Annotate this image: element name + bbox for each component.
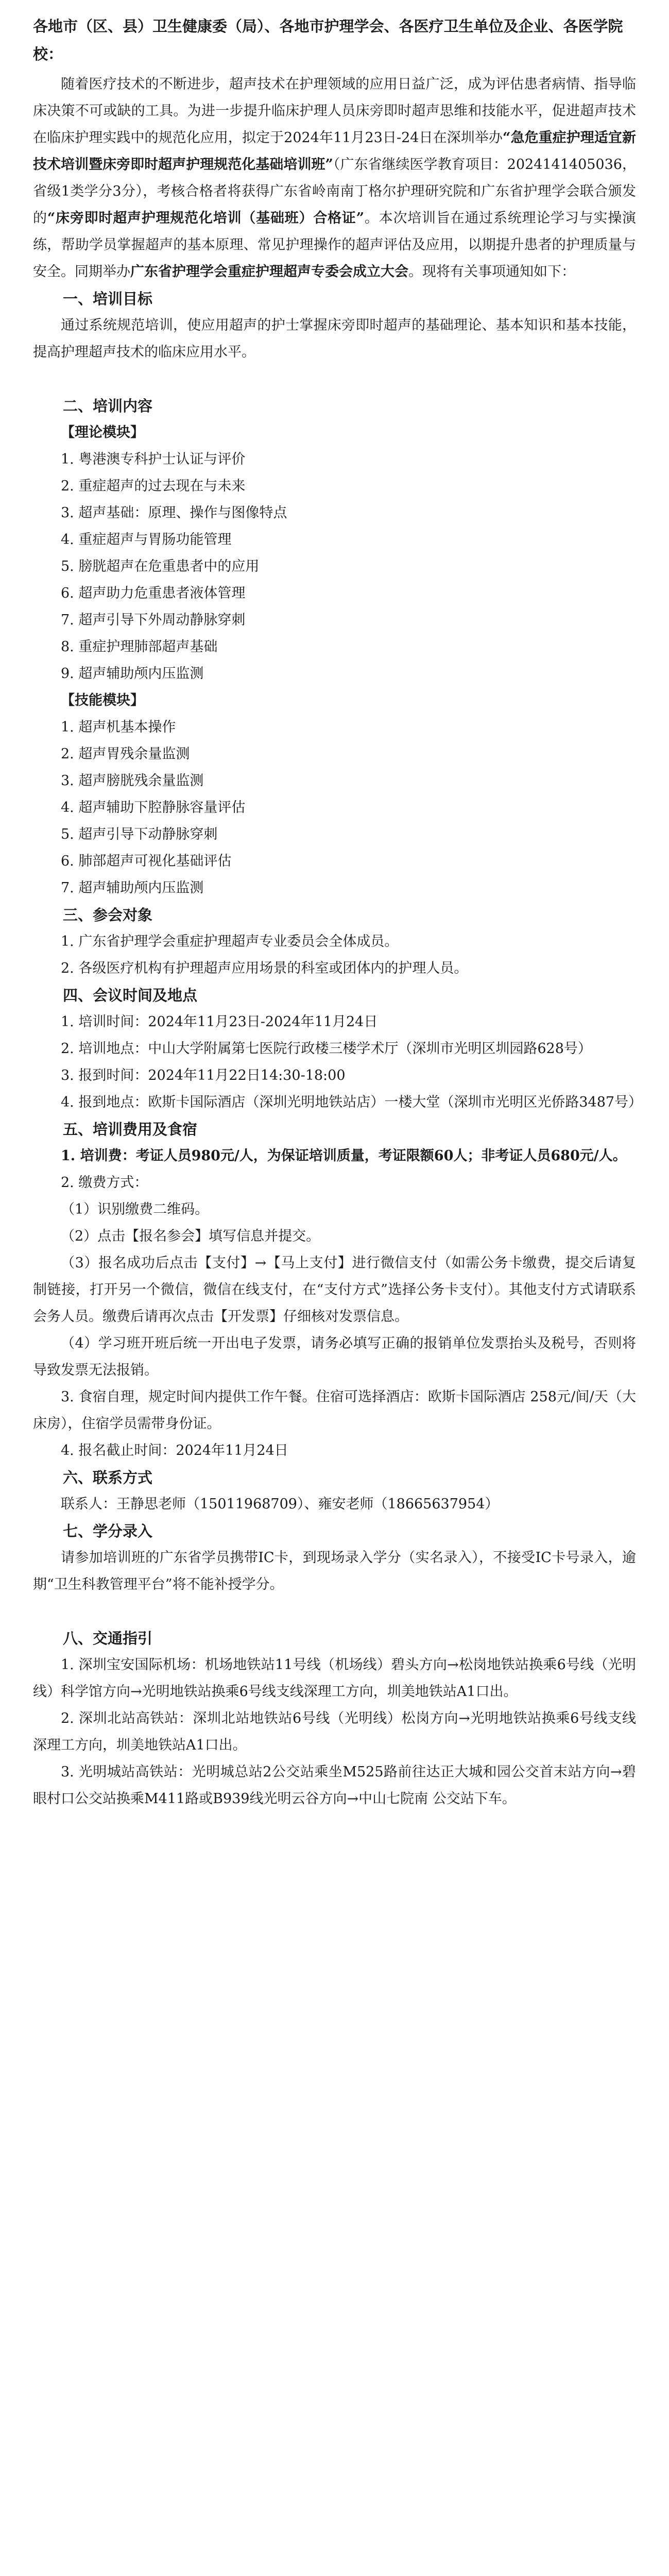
skill-item: 4. 超声辅助下腔静脉容量评估 xyxy=(61,800,246,816)
participant-item: 2. 各级医疗机构有护理超声应用场景的科室或团体内的护理人员。 xyxy=(61,960,468,976)
payment-title: 2. 缴费方式： xyxy=(61,1175,148,1191)
theory-item: 2. 重症超声的过去现在与未来 xyxy=(61,478,246,494)
traffic-item: 3. 光明城站高铁站：光明城总站2公交站乘坐M525路前往达正大城和园公交首末站方向→碧眼村口公交站换乘M411路或B939线光明云谷方向→中山七院南 公交站下车。 xyxy=(33,1764,636,1807)
theory-item: 3. 超声基础：原理、操作与图像特点 xyxy=(61,505,287,521)
skill-item: 6. 肺部超声可视化基础评估 xyxy=(61,853,232,869)
theory-module-title: 【理论模块】 xyxy=(61,425,144,440)
time-place-item: 3. 报到时间：2024年11月22日14:30-18:00 xyxy=(61,1067,346,1083)
intro-text-3: 。本次培训旨在通过系统理论学习与实操演练，帮助学员掌握超声的基本原理、常见护理操作的超声评估及应用，以期提升患者的护理质量与安全。同期举办 xyxy=(33,210,637,280)
intro-paragraph xyxy=(33,71,636,285)
section-title-goal: 一、培训目标 xyxy=(63,290,153,308)
theory-item: 6. 超声助力危重患者液体管理 xyxy=(61,585,246,601)
payment-step: （3）报名成功后点击【支付】→【马上支付】进行微信支付（如需公务卡缴费，提交后请复制链接，打开另一个微信，微信在线支付，在“支付方式”选择公务卡支付）。其他支付方式请联系会务人员。缴费后请再次点击【开发票】仔细核对发票信息。 xyxy=(33,1255,636,1325)
participant-item: 1. 广东省护理学会重症护理超声专业委员会全体成员。 xyxy=(61,934,399,950)
lodging-text: 3. 食宿自理，规定时间内提供工作午餐。住宿可选择酒店：欧斯卡国际酒店 258元/间/天（大床房），住宿学员需带身份证。 xyxy=(33,1389,636,1432)
credit-text: 请参加培训班的广东省学员携带IC卡，到现场录入学分（实名录入），不接受IC卡号录入，逾期“卫生科教管理平台”将不能补授学分。 xyxy=(33,1550,636,1592)
theory-item: 5. 膀胱超声在危重患者中的应用 xyxy=(61,558,260,574)
goal-text: 通过系统规范培训，使应用超声的护士掌握床旁即时超声的基础理论、基本知识和基本技能，提高护理超声技术的临床应用水平。 xyxy=(33,317,636,360)
section-title-time-place: 四、会议时间及地点 xyxy=(63,987,198,1004)
section-title-credit: 七、学分录入 xyxy=(63,1522,153,1540)
deadline-text: 4. 报名截止时间：2024年11月24日 xyxy=(61,1443,288,1459)
skill-item: 7. 超声辅助颅内压监测 xyxy=(61,880,204,896)
intro-text-4: 。现将有关事项通知如下： xyxy=(408,264,575,280)
time-place-item: 1. 培训时间：2024年11月23日-2024年11月24日 xyxy=(61,1014,378,1030)
skill-item: 2. 超声胃残余量监测 xyxy=(61,746,190,762)
payment-step: （4）学习班开班后统一开出电子发票，请务必填写正确的报销单位发票抬头及税号，否则将导致发票无法报销。 xyxy=(33,1335,636,1378)
section-title-participants: 三、参会对象 xyxy=(63,906,153,924)
skill-module-title: 【技能模块】 xyxy=(61,692,144,708)
intro-conference: 广东省护理学会重症护理超声专委会成立大会 xyxy=(130,264,408,280)
time-place-item: 2. 培训地点：中山大学附属第七医院行政楼三楼学术厅（深圳市光明区圳园路628号） xyxy=(61,1041,592,1057)
theory-item: 8. 重症护理肺部超声基础 xyxy=(61,639,218,655)
section-title-content: 二、培训内容 xyxy=(63,397,153,415)
theory-item: 9. 超声辅助颅内压监测 xyxy=(61,666,204,682)
intro-course-title: “急危重症护理适宜新技术培训暨床旁即时超声护理规范化基础培训班” xyxy=(33,130,636,173)
section-title-contact: 六、联系方式 xyxy=(63,1469,153,1486)
time-place-item: 4. 报到地点：欧斯卡国际酒店（深圳光明地铁站店）一楼大堂（深圳市光明区光侨路3487号） xyxy=(61,1094,643,1110)
skill-item: 5. 超声引导下动静脉穿刺 xyxy=(61,826,218,842)
theory-item: 1. 粤港澳专科护士认证与评价 xyxy=(61,451,246,467)
intro-certificate: “床旁即时超声护理规范化培训（基础班）合格证” xyxy=(47,210,365,226)
traffic-item: 1. 深圳宝安国际机场：机场地铁站11号线（机场线）碧头方向→松岗地铁站换乘6号线（光明线）科学馆方向→光明地铁站换乘6号线支线深理工方向，圳美地铁站A1口出。 xyxy=(33,1657,636,1700)
payment-step: （2）点击【报名参会】填写信息并提交。 xyxy=(61,1228,320,1244)
skill-item: 3. 超声膀胱残余量监测 xyxy=(61,773,204,789)
theory-item: 7. 超声引导下外周动静脉穿刺 xyxy=(61,612,246,628)
intro-text-2: （广东省继续医学教育项目：2024141405036，省级1类学分3分），考核合格者将获得广东省岭南南丁格尔护理研究院和广东省护理学会联合颁发的 xyxy=(33,157,636,226)
contact-text: 联系人：王静思老师（15011968709）、雍安老师（18665637954） xyxy=(61,1496,499,1512)
intro-text-1: 随着医疗技术的不断进步，超声技术在护理领域的应用日益广泛，成为评估患者病情、指导临床决策不可或缺的工具。为进一步提升临床护理人员床旁即时超声思维和技能水平，促进超声技术在临床护理实践中的规范化应用，拟定于2024年11月23日-24日在深圳举办 xyxy=(33,76,636,146)
traffic-item: 2. 深圳北站高铁站：深圳北站地铁站6号线（光明线）松岗方向→光明地铁站换乘6号线支线深理工方向，圳美地铁站A1口出。 xyxy=(33,1710,636,1753)
skill-item: 1. 超声机基本操作 xyxy=(61,719,176,735)
section-title-fee: 五、培训费用及食宿 xyxy=(63,1121,198,1138)
section-title-traffic: 八、交通指引 xyxy=(63,1630,153,1647)
fee-line: 1. 培训费：考证人员980元/人，为保证培训质量，考证限额60人；非考证人员680元/人。 xyxy=(61,1148,627,1164)
salutation: 各地市（区、县）卫生健康委（局）、各地市护理学会、各医疗卫生单位及企业、各医学院校： xyxy=(33,18,623,63)
payment-step: （1）识别缴费二维码。 xyxy=(61,1201,209,1217)
theory-item: 4. 重症超声与胃肠功能管理 xyxy=(61,532,232,548)
